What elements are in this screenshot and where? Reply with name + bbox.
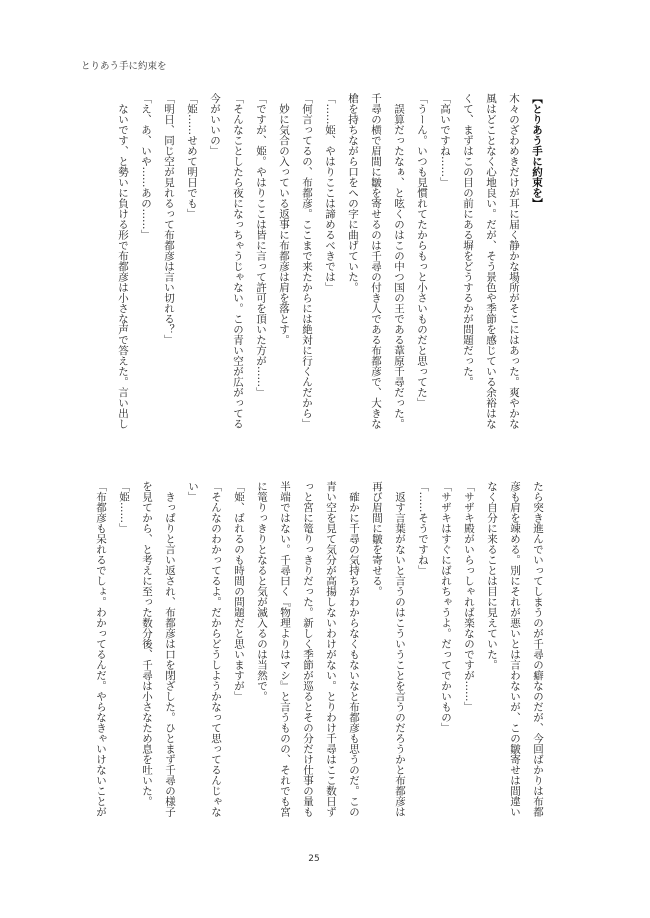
text-column: 「……姫、やはりここは諦めるべきでは」: [324, 93, 336, 293]
text-column: 青い空を見て気分が高揚しないわけがない。とりわけ千尋はここ数日ず: [325, 481, 337, 817]
text-column: 千尋の横で眉間に皺を寄せるのは千尋の付き人である布都彦で、大きな: [370, 93, 382, 429]
text-column: っと宮に篭りっきりだった。新しく季節が巡るとその分だけ仕事の量も: [302, 481, 314, 817]
text-column: 「そんなのわかってるよ。だからどうしようかなって思ってるんじゃな: [210, 481, 222, 817]
running-header: とりあう手に約束を: [81, 61, 167, 72]
text-column: きっぱりと言い返され、布都彦は口を閉ざした。ひとまず千尋の様子: [164, 481, 176, 817]
text-column: 「そんなことしたら夜になっちゃうじゃない。この青い空が広がってる: [232, 93, 244, 429]
text-column: い」: [187, 481, 199, 502]
text-column: 今がいいの」: [209, 93, 221, 156]
text-column: ないです、と勢いに負ける形で布都彦は小さな声で答えた。言い出し: [117, 93, 129, 429]
text-column: 返す言葉がないと言うのはこういうことを言うのだろうかと布都彦は: [394, 481, 406, 817]
text-column: 誤算だったなぁ、と呟くのはこの中つ国の王である葦原千尋だった。: [393, 93, 405, 429]
text-column: を見てから、と考えに至った数分後、千尋は小さなため息を吐いた。: [141, 481, 153, 807]
text-column: 「サザキはすぐにばれちゃうよ。だってでかいもの」: [440, 481, 452, 733]
text-column: 「姫……」: [118, 481, 130, 534]
text-column: 「うーん。いつも見慣れてたからもっと小さいものだと思ってた」: [416, 93, 428, 408]
text-column: くて、まずはこの目の前にある塀をどうするかが問題だった。: [462, 93, 474, 387]
text-column: なく自分に来ることは目に見えていた。: [486, 481, 498, 670]
text-column: 「姫……せめて明日でも」: [186, 93, 198, 219]
text-column: 再び眉間に皺を寄せる。: [371, 481, 383, 597]
chapter-title: 【とりあう手に約束を】: [531, 93, 543, 209]
text-column: 「ですが、姫。やはりここは皆に言って許可を頂いた方が……」: [255, 93, 267, 398]
text-column: 風はどことなく心地良い。だが、そう景色や季節を感じている余裕はな: [485, 93, 497, 429]
page-number: 25: [308, 854, 320, 864]
text-column: 「何言ってるの、布都彦。ここまで来たからには絶対に行くんだから」: [301, 93, 313, 429]
text-column: 彦も肩を竦める。別にそれが悪いとは言わないが、この皺寄せは間違い: [509, 481, 521, 817]
text-column: 木々のざわめきだけが耳に届く静かな場所がそこにはあった。爽やかな: [508, 93, 520, 429]
text-column: 「明日、同じ空が見れるって布都彦は言い切れる？」: [163, 93, 175, 345]
text-column: 「姫、ばれるのも時間の問題だと思いますが」: [233, 481, 245, 702]
text-column: 「え、あ、いや……あの……」: [140, 93, 152, 240]
text-block-top: [88, 93, 548, 429]
text-column: 「布都彦も呆れるでしょ。わかってるんだ。やらなきゃいけないことが: [95, 481, 107, 817]
text-column: 槍を持ちながら口をへの字に曲げていた。: [347, 93, 359, 293]
text-column: 「サザキ殿がいらっしゃれば楽なのですが……」: [463, 481, 475, 712]
text-column: 確かに千尋の気持ちがわからなくもないなと布都彦も思うのだ。この: [348, 481, 360, 817]
text-column: 「……そうですね」: [417, 481, 429, 576]
text-block-bottom: [89, 481, 549, 817]
text-column: たら突き進んでいってしまうのが千尋の癖なのだが、今回ばかりは布都: [532, 481, 544, 817]
text-column: 半端ではない。千尋曰く『物理よりはマシ』と言うものの、それでも宮: [279, 481, 291, 817]
text-column: 妙に気合の入っている返事に布都彦は肩を落とす。: [278, 93, 290, 345]
text-column: に篭りっきりとなると気が滅入るのは当然で。: [256, 481, 268, 702]
text-column: 「高いですね……」: [439, 93, 451, 188]
